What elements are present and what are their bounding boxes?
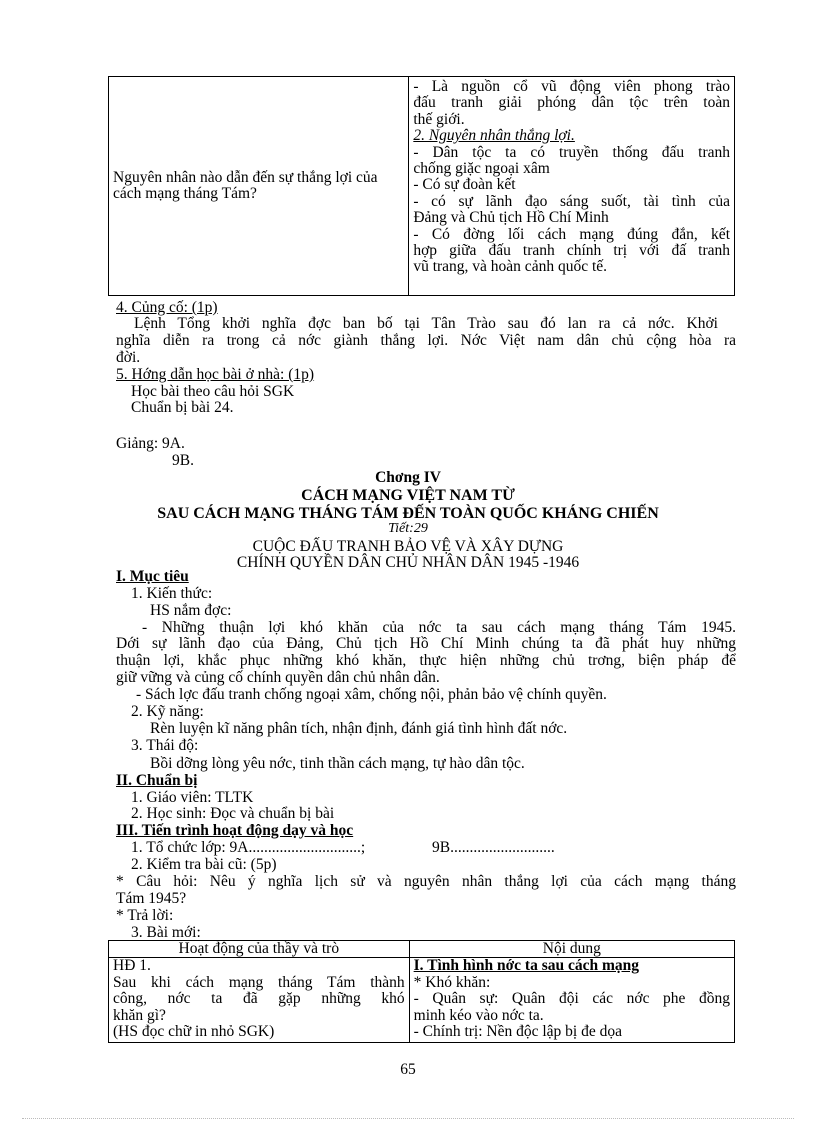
huong-dan-line: Học bài theo câu hỏi SGK	[131, 383, 295, 400]
activity-cell	[109, 958, 410, 1043]
tra-loi: * Trả lời:	[116, 907, 174, 924]
hs-nam-duoc: HS nắm đợc:	[150, 602, 232, 619]
content-line: - Chính trị: Nền độc lập bị đe dọa	[413, 1023, 622, 1041]
answer-line: vũ trang, và hoàn cảnh quốc tế.	[413, 258, 608, 276]
kien-thuc-line: Dới sự lãnh đạo của Đảng, Chủ tịch Hồ Chí Minh chúng ta đã phát huy những	[116, 635, 736, 652]
chapter-title: Chơng IV	[375, 469, 441, 486]
content-cell	[409, 958, 734, 1043]
activity-line: khăn gì?	[113, 1006, 166, 1024]
cung-co-line: đời.	[116, 349, 141, 366]
answer-line: Đảng và Chủ tịch Hồ Chí Minh	[413, 209, 609, 227]
answer-line: - Có đờng lối cách mạng đúng đắn, kết	[413, 225, 730, 243]
lesson-number: Tiết:29	[388, 521, 428, 536]
kien-thuc-line: thuận lợi, khắc phục những khó khăn, thực hiện những chủ trơng, biện pháp để	[116, 652, 736, 669]
bai-moi: 3. Bài mới:	[131, 924, 201, 941]
kien-thuc-line: giữ vững và củng cố chính quyền dân chủ nhân dân.	[116, 669, 440, 686]
lesson-title: CHÍNH QUYỀN DÂN CHỦ NHÂN DÂN 1945 -1946	[236, 554, 580, 571]
content-line: - Quân sự: Quân đội các nớc phe đồng	[413, 990, 730, 1008]
activity-table	[108, 940, 735, 1043]
answer-table	[108, 76, 735, 296]
to-chuc-lop-9b: 9B...........................	[432, 839, 555, 856]
cung-co-line: nghĩa diễn ra trong cả nớc giành thắng lợi. Nớc Việt nam dân chủ cộng hòa ra	[116, 332, 736, 349]
page-number: 65	[400, 1061, 416, 1078]
kien-thuc-line: - Những thuận lợi khó khăn của nớc ta sau cách mạng tháng Tám 1945.	[142, 619, 736, 636]
cung-co-heading: 4. Củng cố: (1p)	[116, 299, 218, 316]
answer-line: - Có sự đoàn kết	[413, 176, 516, 194]
answer-line: hợp giữa đấu tranh chính trị với đấ tranh	[413, 242, 730, 260]
chuan-bi-gv: 1. Giáo viên: TLTK	[131, 789, 254, 806]
header-left: Hoạt động của thầy và trò	[178, 940, 340, 957]
chapter-subtitle: SAU CÁCH MẠNG THÁNG TÁM ĐẾN TOÀN QUỐC KHÁNG CHIẾN	[157, 505, 659, 522]
cau-hoi-line: Tám 1945?	[116, 890, 187, 907]
answer-cell	[409, 77, 735, 296]
answer-line: đấu tranh giải phóng dân tộc trên toàn	[413, 94, 730, 112]
answer-line: - Là nguồn cổ vũ động viên phong trào	[413, 78, 730, 95]
activity-line: công, nớc ta đã gặp những khó	[113, 990, 405, 1008]
answer-line: - có sự lãnh đạo sáng suốt, tài tình của	[413, 192, 730, 210]
kiem-tra-bai-cu: 2. Kiểm tra bài cũ: (5p)	[131, 856, 277, 873]
content-line: minh kéo vào nớc ta.	[413, 1006, 544, 1024]
huong-dan-line: Chuẩn bị bài 24.	[131, 399, 234, 416]
thai-do-heading: 3. Thái độ:	[131, 737, 199, 754]
header-left-cell	[109, 941, 410, 958]
sach-luoc-line: - Sách lợc đấu tranh chống ngoại xâm, chống nội, phản bảo vệ chính quyền.	[136, 686, 607, 703]
chuan-bi-hs: 2. Học sinh: Đọc và chuẩn bị bài	[131, 805, 335, 822]
to-chuc-lop: 1. Tổ chức lớp: 9A.............................;	[131, 839, 366, 856]
header-right: Nội dung	[542, 940, 601, 957]
cung-co-line: Lệnh Tổng khởi nghĩa đợc ban bố tại Tân Trào sau đó lan ra cả nớc. Khởi	[134, 315, 718, 332]
huong-dan-heading: 5. Hớng dẫn học bài ở nhà: (1p)	[116, 366, 315, 383]
chuan-bi-heading: II. Chuẩn bị	[116, 772, 198, 789]
chapter-subtitle: CÁCH MẠNG VIỆT NAM TỪ	[301, 487, 515, 504]
question-cell	[109, 77, 409, 296]
content-heading: I. Tình hình nớc ta sau cách mạng	[413, 957, 640, 975]
lesson-title: CUỘC ĐẤU TRANH BẢO VỆ VÀ XÂY DỰNG	[252, 538, 564, 555]
muc-tieu-heading: I. Mục tiêu	[116, 568, 189, 585]
answer-line: chống giặc ngoại xâm	[413, 160, 550, 178]
answer-line: - Dân tộc ta có truyền thống đấu tranh	[413, 143, 730, 161]
cau-hoi-line: * Câu hỏi: Nêu ý nghĩa lịch sử và nguyên nhân thắng lợi của cách mạng tháng	[116, 873, 736, 890]
answer-subheading: 2. Nguyên nhân thắng lợi.	[413, 127, 575, 145]
question-text: Nguyên nhân nào dẫn đến sự thắng lợi của cách mạng tháng Tám?	[113, 168, 378, 202]
giang-9b: 9B.	[172, 452, 194, 469]
content-line: * Khó khăn:	[413, 973, 491, 991]
activity-line: Sau khi cách mạng tháng Tám thành	[113, 973, 405, 991]
giang-9a: Giảng: 9A.	[116, 435, 185, 452]
activity-line: HĐ 1.	[113, 957, 151, 975]
page-bottom-rule	[22, 1118, 794, 1119]
ky-nang-heading: 2. Kỹ năng:	[131, 703, 204, 720]
header-right-cell	[409, 941, 734, 958]
tien-trinh-heading: III. Tiến trình hoạt động dạy và học	[116, 822, 354, 839]
activity-line: (HS đọc chữ in nhỏ SGK)	[113, 1023, 275, 1041]
kien-thuc-heading: 1. Kiến thức:	[131, 585, 213, 602]
thai-do-text: Bồi dỡng lòng yêu nớc, tinh thần cách mạng, tự hào dân tộc.	[150, 755, 525, 772]
answer-line: thế giới.	[413, 110, 465, 128]
ky-nang-text: Rèn luyện kĩ năng phân tích, nhận định, đánh giá tình hình đất nớc.	[150, 720, 568, 737]
